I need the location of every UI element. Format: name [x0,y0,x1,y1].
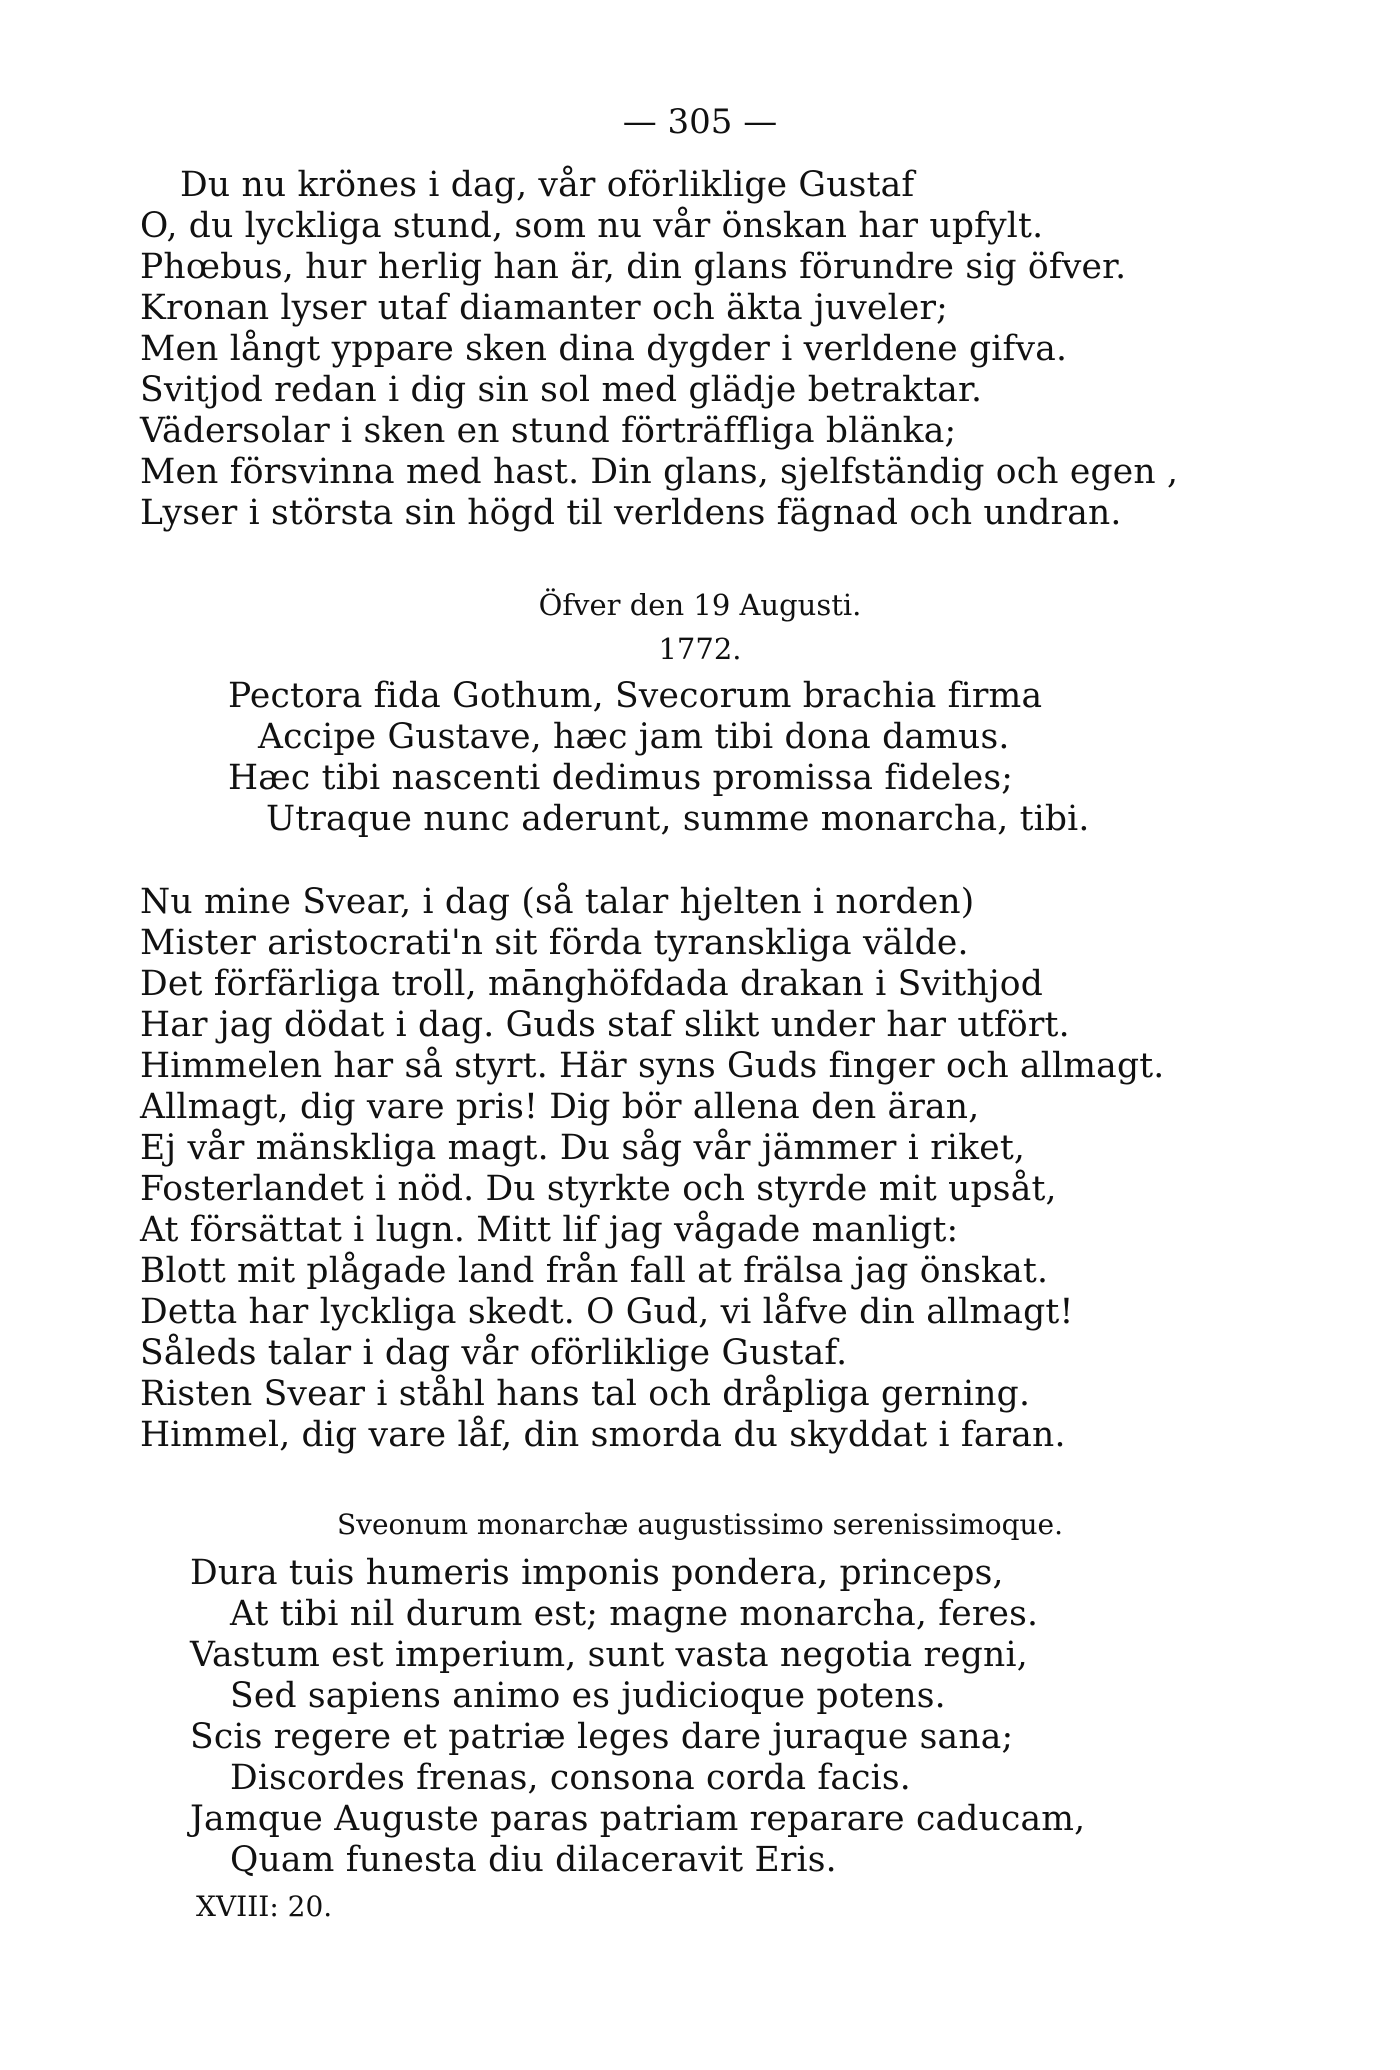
poem1-line: Svitjod redan i dig sin sol med glädje betraktar. [140,370,983,410]
poem3-line: Såleds talar i dag vår oförliklige Gustaf. [140,1333,848,1373]
poem3-line: Ej vår mänskliga magt. Du såg vår jämmer i riket, [140,1128,1026,1168]
poem3-line: Mister aristocrati'n sit förda tyranskliga välde. [140,923,969,963]
poem4-line: Dura tuis humeris imponis pondera, princeps, [190,1553,1004,1593]
poem4-line: Jamque Auguste paras patriam reparare caducam, [190,1799,1086,1839]
poem2-line: Accipe Gustave, hæc jam tibi dona damus. [258,717,1010,757]
poem1-line: Vädersolar i sken en stund förträffliga blänka; [140,411,957,451]
poem3-line: Allmagt, dig vare pris! Dig bör allena den äran, [140,1087,980,1127]
poem3-line: Fosterlandet i nöd. Du styrkte och styrde mit upsåt, [140,1169,1057,1209]
poem3-line: At försättat i lugn. Mitt lif jag vågade manligt: [140,1210,959,1250]
section-heading: Sveonum monarchæ augustissimo serenissimoque. [336,1508,1064,1541]
section-heading: Öfver den 19 Augusti. [538,588,862,622]
poem4-line: Discordes frenas, consona corda facis. [230,1758,911,1798]
poem3-line: Det förfärliga troll, mānghöfdada drakan i Svithjod [140,964,1044,1004]
poem4-line: Vastum est imperium, sunt vasta negotia regni, [190,1635,1028,1675]
poem3-line: Blott mit plågade land från fall at frälsa jag önskat. [140,1251,1049,1291]
poem1-line: Du nu krönes i dag, vår oförliklige Gustaf [180,165,915,205]
poem3-line: Himmelen har så styrt. Här syns Guds finger och allmagt. [140,1046,1165,1086]
poem1-line: O, du lyckliga stund, som nu vår önskan har upfylt. [140,206,1044,246]
poem4-line: Quam funesta diu dilaceravit Eris. [230,1840,837,1880]
section-year: 1772. [658,632,742,666]
page-number: — 305 — [622,102,778,142]
poem3-line: Har jag dödat i dag. Guds staf slikt under har utfört. [140,1005,1070,1045]
poem4-line: At tibi nil durum est; magne monarcha, feres. [230,1594,1039,1634]
poem1-line: Lyser i största sin högd til verldens fägnad och undran. [140,493,1122,533]
poem3-line: Risten Svear i ståhl hans tal och dråpliga gerning. [140,1374,1031,1414]
poem1-line: Men långt yppare sken dina dygder i verldene gifva. [140,329,1068,369]
poem4-line: Scis regere et patriæ leges dare juraque sana; [190,1717,1014,1757]
poem2-line: Hæc tibi nascenti dedimus promissa fideles; [228,758,1014,798]
poem1-line: Men försvinna med hast. Din glans, sjelfständig och egen , [140,452,1179,492]
poem2-line: Utraque nunc aderunt, summe monarcha, tibi. [266,799,1090,839]
poem2-line: Pectora fida Gothum, Svecorum brachia firma [228,676,1043,716]
signature-mark: XVIII: 20. [196,1890,333,1923]
poem3-line: Himmel, dig vare låf, din smorda du skyddat i faran. [140,1415,1066,1455]
poem3-line: Nu mine Svear, i dag (så talar hjelten i norden) [140,882,975,922]
poem1-line: Kronan lyser utaf diamanter och äkta juveler; [140,288,948,328]
poem3-line: Detta har lyckliga skedt. O Gud, vi låfve din allmagt! [140,1292,1074,1332]
poem1-line: Phœbus, hur herlig han är, din glans förundre sig öfver. [140,247,1127,287]
poem4-line: Sed sapiens animo es judicioque potens. [230,1676,946,1716]
